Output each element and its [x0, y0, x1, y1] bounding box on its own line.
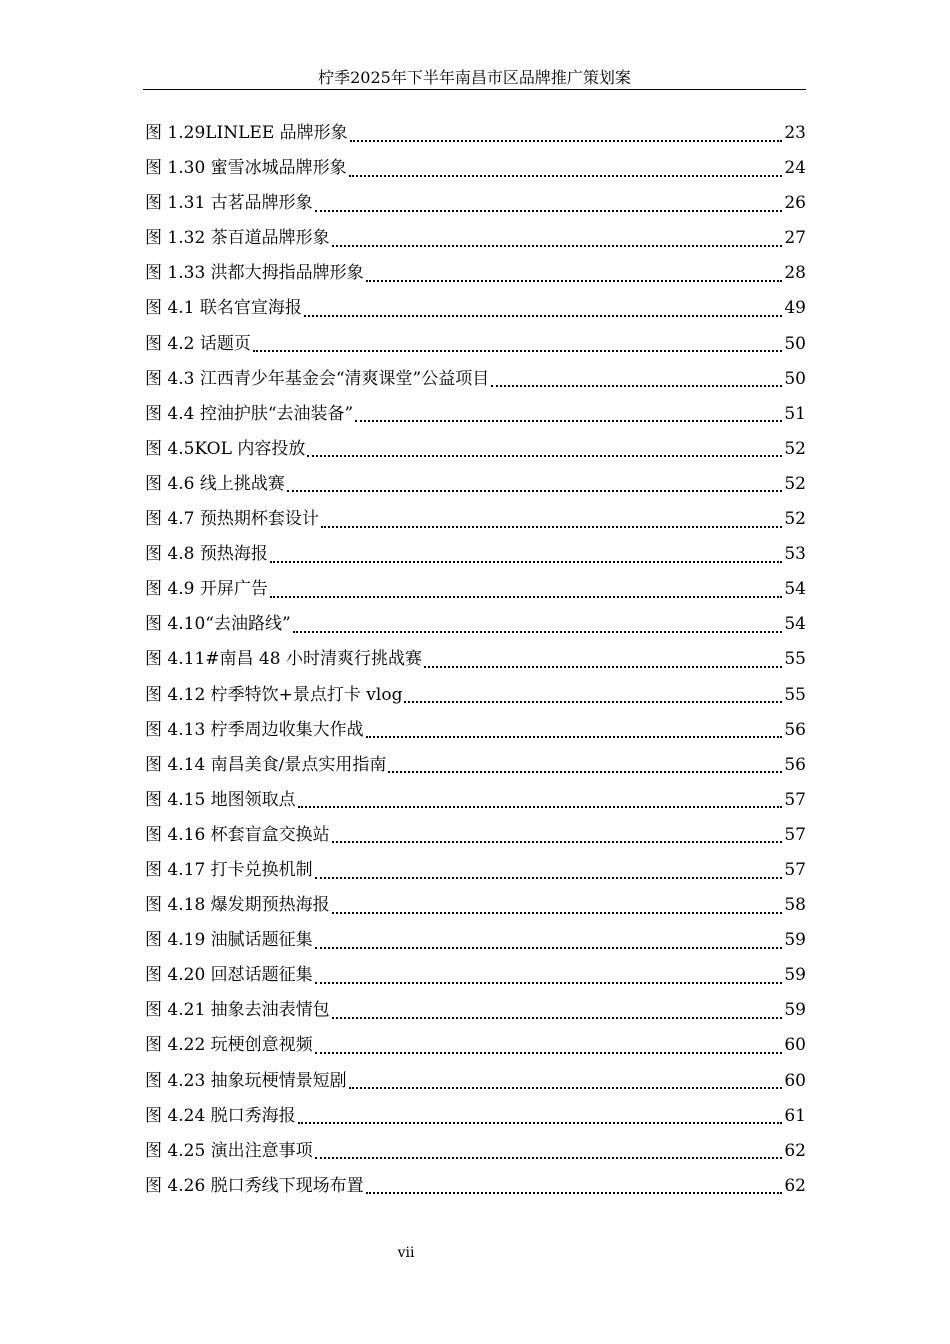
toc-entry-page: 54 — [784, 579, 806, 600]
toc-entry[interactable] — [145, 327, 806, 362]
toc-entry-page: 62 — [784, 1175, 806, 1196]
toc-entry-label: 图 4.9 开屏广告 — [145, 579, 268, 600]
toc-entry-page: 61 — [784, 1105, 806, 1126]
toc-entry[interactable] — [145, 572, 806, 607]
toc-entry[interactable] — [145, 362, 806, 397]
toc-entry[interactable] — [145, 713, 806, 748]
dot-leader — [332, 841, 783, 843]
toc-entry[interactable] — [145, 397, 806, 432]
page-number: vii — [397, 1245, 415, 1261]
toc-entry-page: 26 — [784, 193, 806, 214]
dot-leader — [366, 736, 783, 738]
toc-entry[interactable] — [145, 151, 806, 186]
toc-entry-label: 图 4.23 抽象玩梗情景短剧 — [145, 1070, 347, 1091]
dot-leader — [270, 596, 783, 598]
dot-leader — [307, 455, 782, 457]
dot-leader — [332, 245, 783, 247]
toc-entry[interactable] — [145, 1169, 806, 1204]
toc-entry-label: 图 4.1 联名官宣海报 — [145, 298, 302, 319]
toc-entry-page: 50 — [784, 368, 806, 389]
dot-leader — [315, 982, 783, 984]
toc-entry[interactable] — [145, 186, 806, 221]
toc-entry[interactable] — [145, 958, 806, 993]
toc-entry-page: 56 — [784, 754, 806, 775]
toc-entry-page: 57 — [784, 789, 806, 810]
toc-entry-page: 28 — [784, 263, 806, 284]
toc-entry[interactable] — [145, 1099, 806, 1134]
toc-entry-label: 图 1.31 古茗品牌形象 — [145, 193, 313, 214]
dot-leader — [315, 947, 783, 949]
toc-entry[interactable] — [145, 432, 806, 467]
toc-entry[interactable] — [145, 291, 806, 326]
toc-entry[interactable] — [145, 818, 806, 853]
toc-entry-label: 图 1.33 洪都大拇指品牌形象 — [145, 263, 364, 284]
toc-entry-label: 图 4.26 脱口秀线下现场布置 — [145, 1175, 364, 1196]
toc-entry-page: 60 — [784, 1070, 806, 1091]
dot-leader — [287, 490, 783, 492]
toc-entry-label: 图 4.12 柠季特饮+景点打卡 vlog — [145, 684, 403, 705]
toc-entry-label: 图 1.32 茶百道品牌形象 — [145, 228, 330, 249]
dot-leader — [304, 315, 783, 317]
toc-entry-label: 图 4.5KOL 内容投放 — [145, 438, 306, 459]
toc-entry-label: 图 4.6 线上挑战赛 — [145, 473, 285, 494]
dot-leader — [315, 1157, 783, 1159]
dot-leader — [253, 350, 783, 352]
toc-entry[interactable] — [145, 853, 806, 888]
toc-entry-page: 59 — [784, 965, 806, 986]
dot-leader — [270, 561, 783, 563]
toc-entry-label: 图 4.16 杯套盲盒交换站 — [145, 824, 330, 845]
toc-entry[interactable] — [145, 678, 806, 713]
dot-leader — [315, 210, 783, 212]
toc-entry-page: 49 — [784, 298, 806, 319]
toc-entry-label: 图 4.4 控油护肤“去油装备” — [145, 403, 354, 424]
toc-entry-label: 图 4.17 打卡兑换机制 — [145, 859, 313, 880]
toc-entry[interactable] — [145, 467, 806, 502]
toc-entry[interactable] — [145, 256, 806, 291]
dot-leader — [388, 771, 782, 773]
toc-entry-page: 54 — [784, 614, 806, 635]
dot-leader — [350, 140, 783, 142]
toc-entry[interactable] — [145, 116, 806, 151]
toc-entry-page: 23 — [784, 123, 806, 143]
toc-entry-page: 52 — [784, 438, 806, 459]
toc-entry-label: 图 4.19 油腻话题征集 — [145, 930, 313, 951]
toc-entry-page: 24 — [784, 158, 806, 179]
dot-leader — [349, 175, 783, 177]
toc-entry-label: 图 4.22 玩梗创意视频 — [145, 1035, 313, 1056]
toc-entry-page: 53 — [784, 544, 806, 565]
toc-entry[interactable] — [145, 221, 806, 256]
dot-leader — [424, 666, 782, 668]
dot-leader — [332, 1017, 783, 1019]
dot-leader — [404, 701, 782, 703]
dot-leader — [366, 1192, 783, 1194]
dot-leader — [321, 526, 783, 528]
toc-entry[interactable] — [145, 748, 806, 783]
header-rule — [143, 89, 806, 90]
toc-entry-label: 图 4.8 预热海报 — [145, 544, 268, 565]
toc-entry[interactable] — [145, 993, 806, 1028]
dot-leader — [355, 420, 782, 422]
toc-entry-label: 图 4.21 抽象去油表情包 — [145, 1000, 330, 1021]
toc-entry-page: 55 — [784, 684, 806, 705]
toc-entry-label: 图 4.10“去油路线” — [145, 614, 291, 635]
toc-entry-page: 56 — [784, 719, 806, 740]
toc-entry[interactable] — [145, 537, 806, 572]
toc-entry-label: 图 4.11#南昌 48 小时清爽行挑战赛 — [145, 649, 422, 670]
toc-entry-label: 图 4.14 南昌美食/景点实用指南 — [145, 754, 387, 775]
toc-entry-label: 图 4.7 预热期杯套设计 — [145, 509, 319, 530]
toc-entry-label: 图 4.24 脱口秀海报 — [145, 1105, 296, 1126]
toc-entry[interactable] — [145, 923, 806, 958]
toc-entry-page: 52 — [784, 509, 806, 530]
toc-entry[interactable] — [145, 607, 806, 642]
toc-entry-label: 图 1.30 蜜雪冰城品牌形象 — [145, 158, 347, 179]
toc-entry-label: 图 4.3 江西青少年基金会“清爽课堂”公益项目 — [145, 368, 490, 389]
toc-entry-page: 50 — [784, 333, 806, 354]
toc-entry-page: 62 — [784, 1140, 806, 1161]
toc-entry[interactable] — [145, 1028, 806, 1063]
toc-entry-label: 图 4.13 柠季周边收集大作战 — [145, 719, 364, 740]
toc-entry-page: 58 — [784, 895, 806, 916]
toc-entry-label: 图 1.29LINLEE 品牌形象 — [145, 123, 348, 143]
toc-entry[interactable] — [145, 783, 806, 818]
toc-entry[interactable] — [145, 1134, 806, 1169]
dot-leader — [366, 280, 783, 282]
toc-entry-page: 59 — [784, 1000, 806, 1021]
toc-entry-label: 图 4.20 回怼话题征集 — [145, 965, 313, 986]
toc-entry-page: 57 — [784, 859, 806, 880]
toc-entry[interactable] — [145, 888, 806, 923]
running-header: 柠季2025年下半年南昌市区品牌推广策划案 — [318, 68, 631, 87]
dot-leader — [315, 1052, 783, 1054]
toc-entry-page: 55 — [784, 649, 806, 670]
toc-entry-page: 57 — [784, 824, 806, 845]
figure-list — [145, 116, 806, 1204]
dot-leader — [293, 631, 783, 633]
dot-leader — [332, 912, 783, 914]
dot-leader — [298, 806, 783, 808]
toc-entry[interactable] — [145, 502, 806, 537]
toc-entry-page: 60 — [784, 1035, 806, 1056]
toc-entry-page: 27 — [784, 228, 806, 249]
toc-entry-label: 图 4.15 地图领取点 — [145, 789, 296, 810]
toc-entry-page: 59 — [784, 930, 806, 951]
toc-entry-label: 图 4.2 话题页 — [145, 333, 251, 354]
toc-entry-label: 图 4.25 演出注意事项 — [145, 1140, 313, 1161]
dot-leader — [315, 877, 783, 879]
dot-leader — [349, 1087, 783, 1089]
toc-entry-page: 51 — [784, 403, 806, 424]
dot-leader — [298, 1122, 783, 1124]
toc-entry-label: 图 4.18 爆发期预热海报 — [145, 895, 330, 916]
toc-entry[interactable] — [145, 642, 806, 677]
toc-entry[interactable] — [145, 1064, 806, 1099]
dot-leader — [491, 385, 782, 387]
toc-entry-page: 52 — [784, 473, 806, 494]
